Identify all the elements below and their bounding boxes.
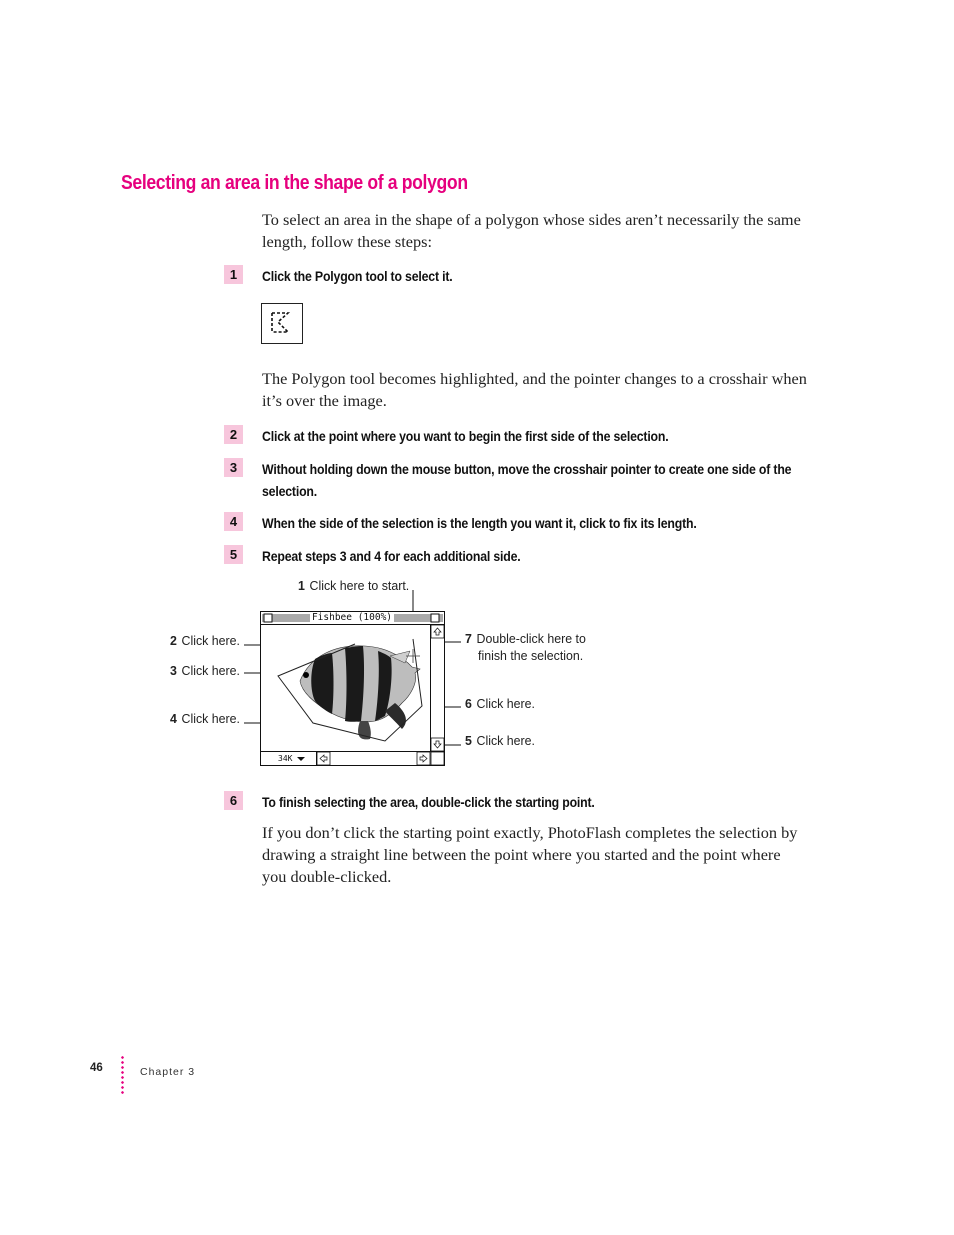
step-text: Click the Polygon tool to select it. xyxy=(262,269,453,284)
step-text: Repeat steps 3 and 4 for each additional side. xyxy=(262,549,521,564)
callout-5: 5 Click here. xyxy=(465,733,535,748)
page-number: 46 xyxy=(90,1062,103,1074)
footer-dots xyxy=(121,1055,124,1095)
step-number: 2 xyxy=(224,425,243,444)
step-number: 4 xyxy=(224,512,243,531)
window-title: Fishbee (100%) xyxy=(311,612,393,623)
callout-7: 7 Double-click here to finish the selection. xyxy=(465,631,586,663)
callout-4: 4 Click here. xyxy=(170,711,240,726)
callout-6: 6 Click here. xyxy=(465,696,535,711)
step-number: 3 xyxy=(224,458,243,477)
section-heading: Selecting an area in the shape of a polygon xyxy=(121,172,468,194)
chapter-label: Chapter 3 xyxy=(140,1066,196,1078)
memory-indicator: 34K xyxy=(278,754,293,763)
tool-note: The Polygon tool becomes highlighted, and the pointer changes to a crosshair when it’s over the image. xyxy=(262,369,807,410)
step-text: To finish selecting the area, double-click the starting point. xyxy=(262,795,595,810)
callout-1: 1 Click here to start. xyxy=(298,578,410,593)
step-number: 6 xyxy=(224,791,243,810)
step-text: Click at the point where you want to begin the first side of the selection. xyxy=(262,429,669,444)
callout-2: 2 Click here. xyxy=(170,633,240,648)
fishbee-window xyxy=(260,611,445,766)
callout-3: 3 Click here. xyxy=(170,663,240,678)
closing-paragraph: If you don’t click the starting point exactly, PhotoFlash completes the selection by drawing a straight line between the point where you started and the point where you double-clicked. xyxy=(262,823,798,886)
step-text: When the side of the selection is the length you want it, click to fix its length. xyxy=(262,516,697,531)
intro-paragraph: To select an area in the shape of a polygon whose sides aren’t necessarily the same length, follow these steps: xyxy=(262,210,801,251)
step-text: Without holding down the mouse button, move the crosshair pointer to create one side of the selection. xyxy=(262,462,792,499)
step-number: 5 xyxy=(224,545,243,564)
step-number: 1 xyxy=(224,265,243,284)
